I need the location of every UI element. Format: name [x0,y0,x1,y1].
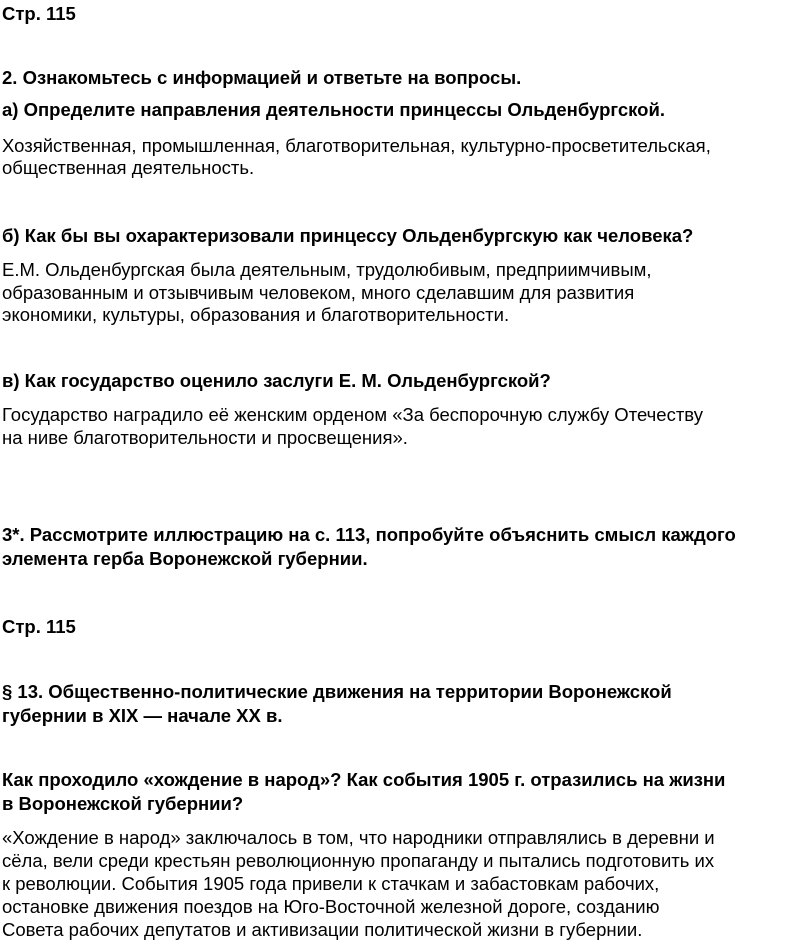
answer-a-line-1: Хозяйственная, промышленная, благотворительная, культурно-просветительская, [2,135,711,156]
answer-final-line-1: «Хождение в народ» заключалось в том, что народники отправлялись в деревни и [2,827,715,848]
answer-final-line-2: сёла, вели среди крестьян революционную пропаганду и пытались подготовить их [2,850,715,871]
answer-c-line-2: на ниве благотворительности и просвещения». [2,427,408,448]
page-header: Стр. 115 [2,616,76,637]
section-13-title-line-2: губернии в XIX — начале XX в. [2,705,283,726]
answer-b-line-2: образованным и отзывчивым человеком, много сделавшим для развития [2,282,635,303]
answer-b-line-1: Е.М. Ольденбургская была деятельным, трудолюбивым, предприимчивым, [2,259,652,280]
task-3-line-1: 3*. Рассмотрите иллюстрацию на с. 113, попробуйте объяснить смысл каждого [2,524,736,545]
section-13-title-line-1: § 13. Общественно-политические движения на территории Воронежской [2,681,672,702]
answer-final-line-3: к революции. События 1905 года привели к стачкам и забастовкам рабочих, [2,873,660,894]
page-header: Стр. 115 [2,3,76,24]
answer-b-line-3: экономики, культуры, образования и благотворительности. [2,304,510,325]
question-final-line-1: Как проходило «хождение в народ»? Как события 1905 г. отразились на жизни [2,769,726,790]
question-final-line-2: в Воронежской губернии? [2,793,244,814]
answer-final-line-5: Совета рабочих депутатов и активизации политической жизни в губернии. [2,919,643,940]
question-c: в) Как государство оценило заслуги Е. М. Ольденбургской? [2,370,551,391]
answer-a-line-2: общественная деятельность. [2,157,255,178]
answer-final-line-4: остановке движения поездов на Юго-Восточной железной дороге, созданию [2,896,660,917]
question-a: а) Определите направления деятельности принцессы Ольденбургской. [2,99,665,120]
task-2-title: 2. Ознакомьтесь с информацией и ответьте на вопросы. [2,67,522,88]
answer-c-line-1: Государство наградило её женским орденом «За беспорочную службу Отечеству [2,404,703,425]
question-b: б) Как бы вы охарактеризовали принцессу Ольденбургскую как человека? [2,225,694,246]
task-3-line-2: элемента герба Воронежской губернии. [2,548,368,569]
